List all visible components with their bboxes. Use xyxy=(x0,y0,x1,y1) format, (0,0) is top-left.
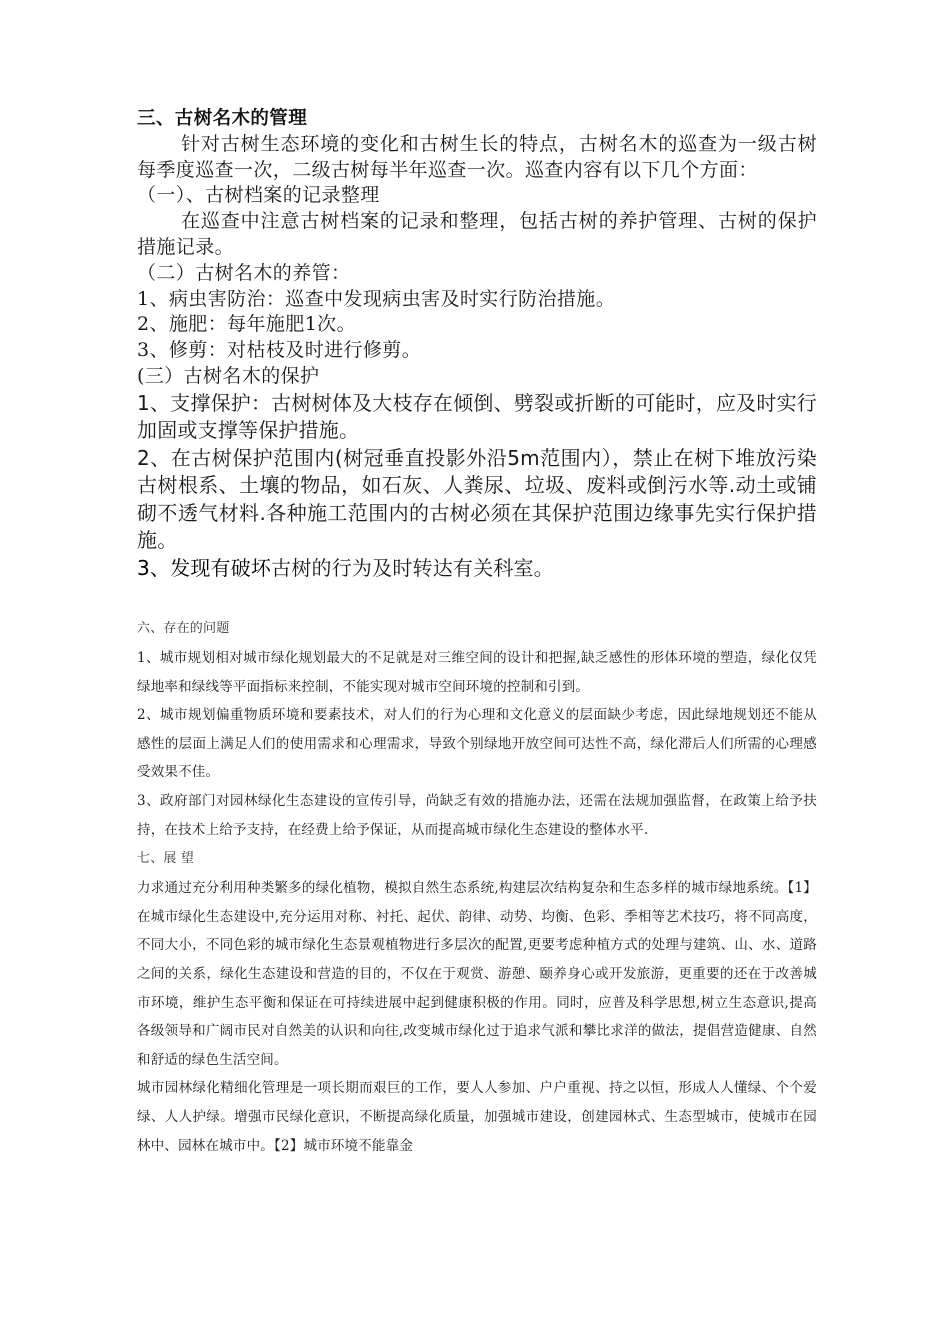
protection-item-range: 2、在古树保护范围内(树冠垂直投影外沿5m范围内），禁止在树下堆放污染古树根系、土壤的物品，如石灰、人粪尿、垃圾、废料或倒污水等.动土或铺砌不透气材料.各种施工范围内的古树必须在其保护范围边缘事先实行保护措施。 xyxy=(137,445,817,553)
maintenance-item-pest: 1、病虫害防治：巡查中发现病虫害及时实行防治措施。 xyxy=(137,287,616,310)
archive-paragraph: 在巡查中注意古树档案的记录和整理，包括古树的养护管理、古树的保护措施记录。 xyxy=(137,210,817,258)
subsection-title-protection: (三）古树名木的保护 xyxy=(137,364,320,387)
problem-item-3: 3、政府部门对园林绿化生态建设的宣传引导，尚缺乏有效的措施办法，还需在法规加强监督，在政策上给予扶持，在技术上给予支持，在经费上给予保证，从而提高城市绿化生态建设的整体水平. xyxy=(137,792,817,838)
report-text-end: 古树的行为及时转达有关科室。 xyxy=(271,555,554,580)
intro-paragraph: 针对古树生态环境的变化和古树生长的特点，古树名木的巡查为一级古树每季度巡查一次，二级古树每半年巡查一次。巡查内容有以下几个方面： xyxy=(137,132,817,181)
subsection-title-archive: （一）、古树档案的记录整理 xyxy=(137,184,380,207)
maintenance-item-prune: 3、修剪：对枯枝及时进行修剪。 xyxy=(137,339,422,362)
problem-item-1: 1、城市规划相对城市绿化规划最大的不足就是对三维空间的设计和把握,缺乏感性的形体环境的塑造，绿化仅凭绿地率和绿线等平面指标来控制，不能实现对城市空间环境的控制和引到。 xyxy=(137,650,817,695)
problem-item-2: 2、城市规划偏重物质环境和要素技术，对人们的行为心理和文化意义的层面缺少考虑，因此绿地规划还不能从感性的层面上满足人们的使用需求和心理需求，导致个别绿地开放空间可达性不高，绿化滞后人们所需的心理感受效果不佳。 xyxy=(137,707,817,781)
outlook-paragraph-1: 力求通过充分利用种类繁多的绿化植物，模拟自然生态系统,构建层次结构复杂和生态多样的城市绿地系统。【1】在城市绿化生态建设中,充分运用对称、衬托、起伏、韵律、动势、均衡、色彩、季相等艺术技巧，将不同高度，不同大小，不同色彩的城市绿化生态景观植物进行多层次的配置,更要考虑种植方式的处理与建筑、山、水、道路之间的关系，绿化生态建设和营造的目的，不仅在于观赏、游憩、颐养身心或开发旅游，更重要的还在于改善城市环境，维护生态平衡和保证在可持续进展中起到健康积极的作用。同时，应普及科学思想,树立生态意识,提高各级领导和广阔市民对自然美的认识和向往,改变城市绿化过于追求气派和攀比求洋的做法，提倡营造健康、自然和舒适的绿色生活空间。 xyxy=(137,880,817,1068)
subsection-title-maintenance: （二）古树名木的养管： xyxy=(137,261,351,284)
protection-item-support: 1、支撑保护：古树树体及大枝存在倾倒、劈裂或折断的可能时，应及时实行加固或支撑等保护措施。 xyxy=(137,390,817,443)
maintenance-item-fertilize: 2、施肥：每年施肥1次。 xyxy=(137,313,356,336)
section-heading-problems: 六、存在的问题 xyxy=(137,621,230,636)
protection-item-report xyxy=(137,555,817,583)
section-heading-ancient-trees: 三、古树名木的管理 xyxy=(137,108,308,129)
section-heading-outlook: 七、展 望 xyxy=(137,851,195,867)
section-ancient-trees xyxy=(137,106,817,582)
report-text-start: 3、发现有破坏 xyxy=(137,555,272,580)
section-problems-outlook xyxy=(137,614,817,1160)
outlook-paragraph-2: 城市园林绿化精细化管理是一项长期而艰巨的工作，要人人参加、户户重视、持之以恒，形成人人懂绿、个个爱绿、人人护绿。增强市民绿化意识，不断提高绿化质量，加强城市建设，创建园林式、生态型城市，使城市在园林中、园林在城市中。【2】城市环境不能靠金 xyxy=(137,1080,817,1154)
